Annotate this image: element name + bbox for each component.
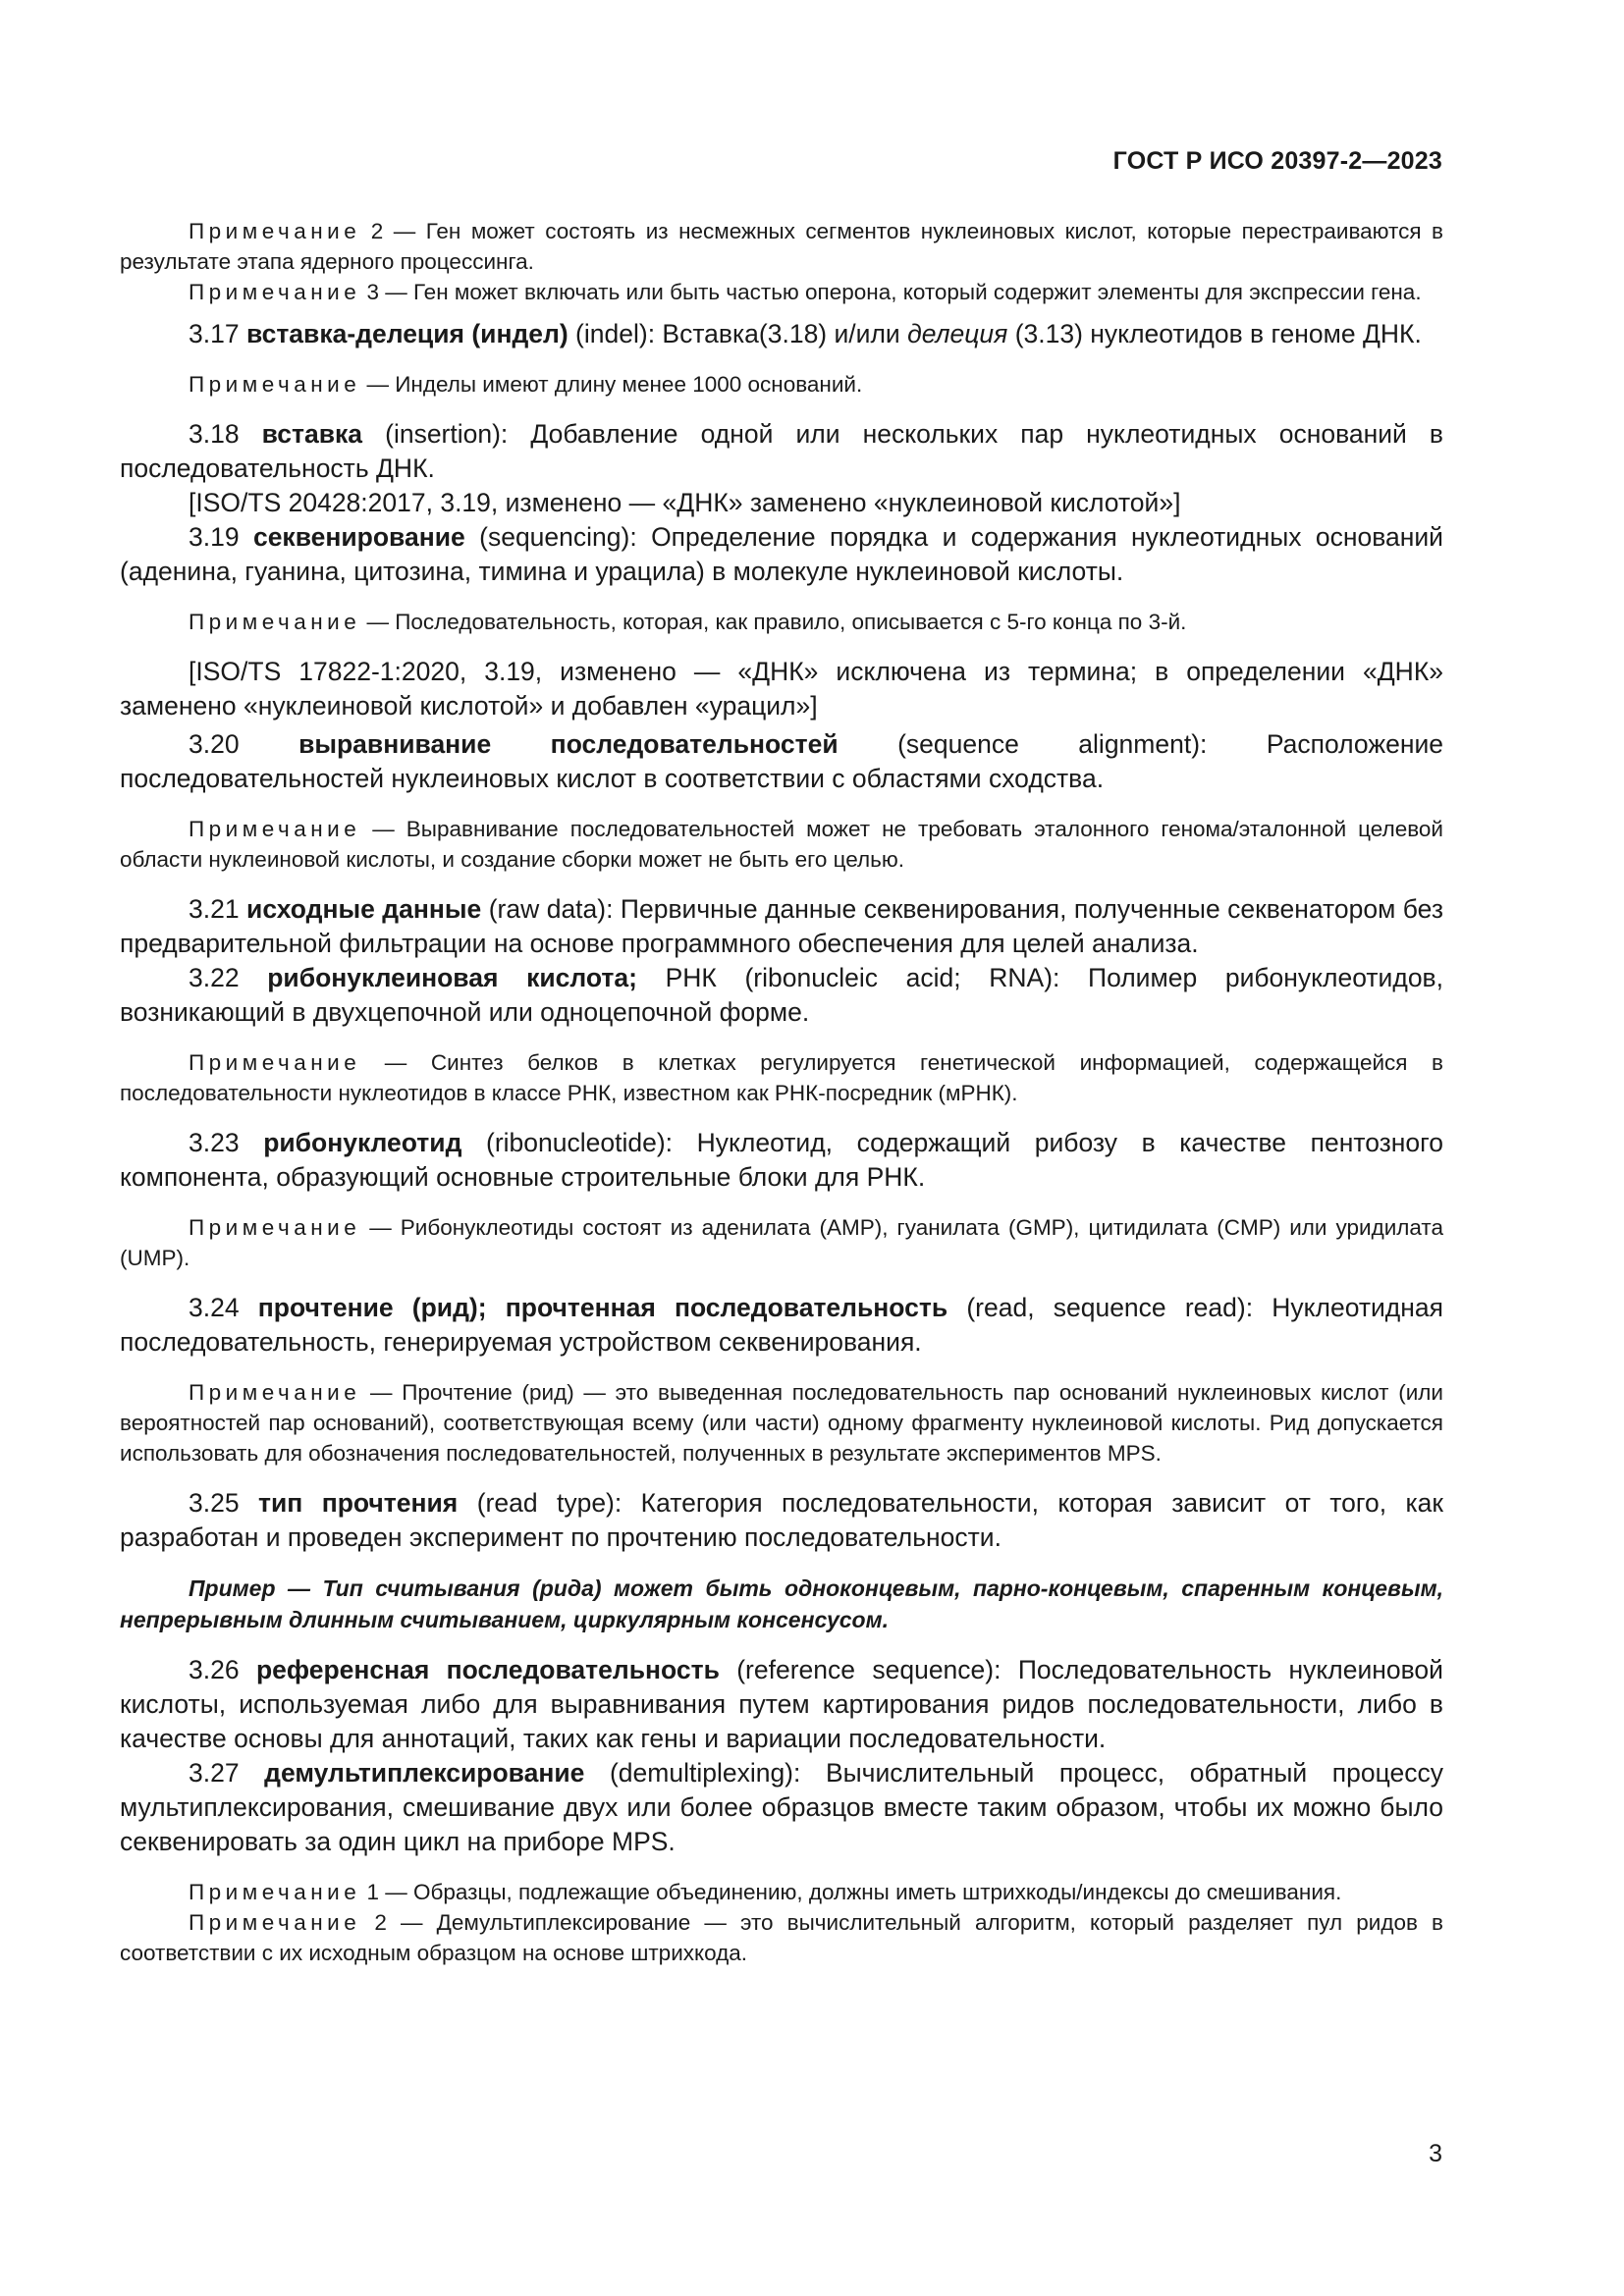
source-reference: [ISO/TS 20428:2017, 3.19, изменено — «ДНК» заменено «нуклеиновой кислотой»] bbox=[189, 488, 1181, 517]
note-text: 3 — Ген может включать или быть частью оперона, который содержит элементы для экспрессии гена. bbox=[360, 280, 1422, 304]
term-definition-text: (raw data): Первичные данные секвенирования, полученные секвенатором без предварительной фильтрации на основе программного обеспечения для целей анализа. bbox=[120, 894, 1443, 958]
note-paragraph bbox=[120, 1212, 1443, 1273]
term-definition bbox=[120, 961, 1443, 1030]
term-number: 3.23 bbox=[189, 1128, 264, 1157]
note-label: Примечание bbox=[189, 1050, 361, 1075]
note-label: Примечание bbox=[189, 1380, 361, 1405]
note-text: — Выравнивание последовательностей может не требовать эталонного генома/эталонной целевой области нуклеиновой кислоты, и создание сборки может не быть его целью. bbox=[120, 817, 1443, 872]
note-paragraph bbox=[120, 1377, 1443, 1468]
note-paragraph bbox=[120, 369, 1443, 400]
term-definition bbox=[120, 417, 1443, 486]
term-definition-text: РНК (ribonucleic acid; RNA): Полимер рибонуклеотидов, возникающий в двухцепочной или одноцепочной форме. bbox=[120, 963, 1443, 1027]
term-number: 3.27 bbox=[189, 1758, 265, 1788]
term-definition bbox=[120, 892, 1443, 961]
document-body bbox=[120, 216, 1443, 1968]
term-definition-text: (sequencing): Определение порядка и содержания нуклеотидных оснований (аденина, гуанина, цитозина, тимина и урацила) в молекуле нуклеиновой кислоты. bbox=[120, 522, 1443, 586]
note-paragraph bbox=[120, 277, 1443, 307]
term-definition bbox=[120, 1126, 1443, 1195]
note-paragraph bbox=[120, 1907, 1443, 1968]
note-text: — Последовательность, которая, как правило, описывается с 5-го конца по 3-й. bbox=[360, 610, 1187, 634]
source-reference: [ISO/TS 17822-1:2020, 3.19, изменено — «ДНК» исключена из термина; в определении «ДНК» заменено «нуклеиновой кислотой» и добавлен «урацил»] bbox=[120, 657, 1443, 721]
example-paragraph: Пример — Тип считывания (рида) может быть одноконцевым, парно-концевым, спаренным концевым, непрерывным длинным считыванием, циркулярным консенсусом. bbox=[120, 1575, 1443, 1632]
note-text: — Инделы имеют длину менее 1000 оснований. bbox=[360, 372, 863, 397]
term-number: 3.18 bbox=[189, 419, 262, 449]
term-definition-text: (reference sequence): Последовательность нуклеиновой кислоты, используемая либо для выравнивания путем картирования ридов последовательности, либо в качестве основы для аннотаций, таких как гены и вариации последовательности. bbox=[120, 1655, 1443, 1753]
term-definition bbox=[120, 1653, 1443, 1756]
term-definition-text: (read type): Категория последовательности, которая зависит от того, как разработан и проведен эксперимент по прочтению последовательности. bbox=[120, 1488, 1443, 1552]
term-definition bbox=[120, 1291, 1443, 1360]
note-label: Примечание bbox=[189, 280, 361, 304]
term-definition bbox=[120, 1756, 1443, 1859]
term-name: вставка-делеция (индел) bbox=[245, 319, 568, 348]
note-text: — Рибонуклеотиды состоят из аденилата (AMP), гуанилата (GMP), цитидилата (CMP) или уридилата (UMP). bbox=[120, 1215, 1443, 1270]
note-text: — Прочтение (рид) — это выведенная последовательность пар оснований нуклеиновых кислот (или вероятностей пар оснований), соответствующая всему (или части) одному фрагменту нуклеиновой кислоты. Рид допускается использовать для обозначения последовательностей, полученных в результате экспериментов MPS. bbox=[120, 1380, 1443, 1466]
standard-code-header: ГОСТ Р ИСО 20397-2—2023 bbox=[1112, 147, 1442, 175]
term-number: 3.21 bbox=[189, 894, 247, 924]
note-paragraph bbox=[120, 216, 1443, 277]
term-name: тип прочтения bbox=[258, 1488, 459, 1518]
term-number: 3.25 bbox=[189, 1488, 258, 1518]
term-definition-text: (read, sequence read): Нуклеотидная последовательность, генерируемая устройством секвенирования. bbox=[120, 1293, 1443, 1357]
term-name: секвенирование bbox=[252, 522, 465, 552]
note-paragraph bbox=[120, 814, 1443, 875]
note-label: Примечание bbox=[189, 1880, 361, 1904]
term-name: рибонуклеотид bbox=[263, 1128, 462, 1157]
note-paragraph bbox=[120, 1877, 1443, 1907]
term-number: 3.17 bbox=[189, 319, 246, 348]
term-name: исходные данные bbox=[246, 894, 482, 924]
term-definition-text: (insertion): Добавление одной или нескольких пар нуклеотидных оснований в последовательность ДНК. bbox=[120, 419, 1443, 483]
term-definition-text: (ribonucleotide): Нуклеотид, содержащий рибозу в качестве пентозного компонента, образующий основные строительные блоки для РНК. bbox=[120, 1128, 1443, 1192]
note-text: — Синтез белков в клетках регулируется генетической информацией, содержащейся в последовательности нуклеотидов в классе РНК, известном как РНК-посредник (мРНК). bbox=[120, 1050, 1443, 1105]
note-text: 2 — Демультиплексирование — это вычислительный алгоритм, который разделяет пул ридов в соответствии с их исходным образцом на основе штрихкода. bbox=[120, 1910, 1443, 1965]
note-label: Примечание bbox=[189, 610, 361, 634]
note-label: Примечание bbox=[189, 219, 361, 243]
term-number: 3.26 bbox=[189, 1655, 256, 1684]
term-name: референсная последовательность bbox=[255, 1655, 720, 1684]
term-definition bbox=[120, 727, 1443, 796]
note-paragraph bbox=[120, 607, 1443, 637]
note-paragraph bbox=[120, 1047, 1443, 1108]
term-definition bbox=[120, 1486, 1443, 1555]
term-definition-text: (demultiplexing): Вычислительный процесс, обратный процессу мультиплексирования, смешивание двух или более образцов вместе таким образом, чтобы их можно было секвенировать за один цикл на приборе MPS. bbox=[120, 1758, 1443, 1856]
term-definition bbox=[120, 520, 1443, 589]
term-definition-text: (indel): Вставка(3.18) и/или bbox=[568, 319, 908, 348]
note-label: Примечание bbox=[189, 1910, 361, 1935]
note-text: 1 — Образцы, подлежащие объединению, должны иметь штрихкоды/индексы до смешивания. bbox=[360, 1880, 1342, 1904]
term-name: вставка bbox=[261, 419, 363, 449]
note-label: Примечание bbox=[189, 817, 361, 841]
term-name: рибонуклеиновая кислота; bbox=[267, 963, 637, 992]
term-name: выравнивание последовательностей bbox=[298, 729, 839, 759]
term-crossref: делеция bbox=[907, 319, 1008, 348]
page-number: 3 bbox=[1429, 2140, 1442, 2167]
term-definition-text: (3.13) нуклеотидов в геноме ДНК. bbox=[1007, 319, 1422, 348]
term-definition bbox=[120, 317, 1443, 351]
note-text: 2 — Ген может состоять из несмежных сегментов нуклеиновых кислот, которые перестраиваются в результате этапа ядерного процессинга. bbox=[120, 219, 1443, 274]
term-number: 3.24 bbox=[189, 1293, 258, 1322]
term-number: 3.22 bbox=[189, 963, 268, 992]
term-number: 3.19 bbox=[189, 522, 253, 552]
note-label: Примечание bbox=[189, 372, 361, 397]
term-name: демультиплексирование bbox=[264, 1758, 585, 1788]
note-label: Примечание bbox=[189, 1215, 361, 1240]
term-definition-text: (sequence alignment): Расположение последовательностей нуклеиновых кислот в соответствии с областями сходства. bbox=[120, 729, 1443, 793]
term-name: прочтение (рид); прочтенная последовательность bbox=[257, 1293, 948, 1322]
term-number: 3.20 bbox=[189, 729, 299, 759]
